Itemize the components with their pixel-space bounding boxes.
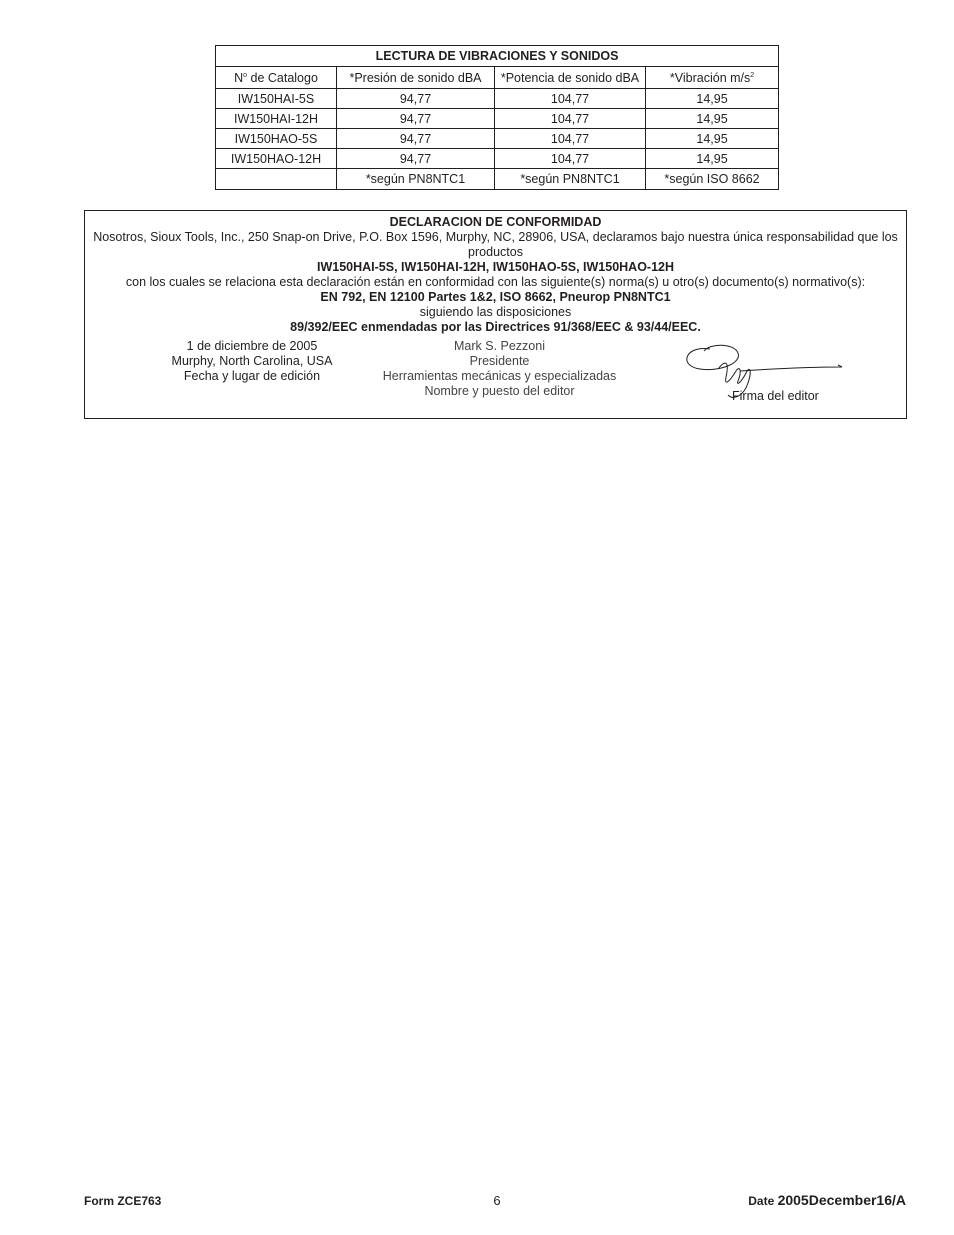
cell-vibration: 14,95 bbox=[646, 109, 779, 129]
table-row bbox=[216, 89, 779, 109]
signer-name: Mark S. Pezzoni bbox=[453, 339, 545, 353]
cell-model: IW150HAI-5S bbox=[216, 89, 337, 109]
footer-power-standard: *según PN8NTC1 bbox=[495, 169, 646, 190]
table-row bbox=[216, 129, 779, 149]
cell-power: 104,77 bbox=[495, 149, 646, 169]
cell-vibration: 14,95 bbox=[646, 129, 779, 149]
table-footer-row bbox=[216, 169, 779, 190]
footer-empty bbox=[216, 169, 337, 190]
cell-pressure: 94,77 bbox=[337, 109, 495, 129]
issue-place: Murphy, North Carolina, USA bbox=[171, 354, 333, 368]
declaration-text-2: productos bbox=[468, 245, 523, 259]
cell-power: 104,77 bbox=[495, 129, 646, 149]
cell-pressure: 94,77 bbox=[337, 129, 495, 149]
declaration-directives: 89/392/EEC enmendadas por las Directrices 91/368/EEC & 93/44/EEC. bbox=[290, 320, 701, 334]
cell-model: IW150HAI-12H bbox=[216, 109, 337, 129]
cell-vibration: 14,95 bbox=[646, 89, 779, 109]
signer-department: Herramientas mecánicas y especializadas bbox=[382, 369, 617, 383]
signature-label: Firma del editor bbox=[732, 389, 819, 403]
cell-model: IW150HAO-5S bbox=[216, 129, 337, 149]
signer-block bbox=[367, 339, 632, 399]
cell-model: IW150HAO-12H bbox=[216, 149, 337, 169]
table-header-row bbox=[216, 67, 779, 89]
header-vibration: *Vibración $m/s^2$ bbox=[646, 67, 779, 89]
declaration-standards: EN 792, EN 12100 Partes 1&2, ISO 8662, Pneurop PN8NTC1 bbox=[320, 290, 671, 304]
footer-pressure-standard: *según PN8NTC1 bbox=[337, 169, 495, 190]
declaration-products: IW150HAI-5S, IW150HAI-12H, IW150HAO-5S, IW150HAO-12H bbox=[316, 260, 675, 274]
table-title: LECTURA DE VIBRACIONES Y SONIDOS bbox=[216, 46, 779, 67]
cell-power: 104,77 bbox=[495, 89, 646, 109]
form-number: Form ZCE763 bbox=[84, 1194, 162, 1208]
table-row bbox=[216, 109, 779, 129]
declaration-text-4: siguiendo las disposiciones bbox=[419, 305, 572, 319]
cell-pressure: 94,77 bbox=[337, 149, 495, 169]
cell-power: 104,77 bbox=[495, 109, 646, 129]
cell-vibration: 14,95 bbox=[646, 149, 779, 169]
declaration-title: DECLARACION DE CONFORMIDAD bbox=[389, 215, 602, 229]
issue-date: 1 de diciembre de 2005 bbox=[186, 339, 318, 353]
declaration-text-3: con los cuales se relaciona esta declaración están en conformidad con las siguiente(s) norma(s) u otro(s) documento(s) normativo(s): bbox=[125, 275, 866, 289]
signer-label: Nombre y puesto del editor bbox=[424, 384, 575, 398]
header-sound-power: *Potencia de sonido dBA bbox=[495, 67, 646, 89]
date-place-label: Fecha y lugar de edición bbox=[183, 369, 321, 383]
date-place-block bbox=[147, 339, 357, 384]
declaration-text-1: Nosotros, Sioux Tools, Inc., 250 Snap-on Drive, P.O. Box 1596, Murphy, NC, 28906, USA, declaramos bajo nuestra única responsabilidad que los bbox=[93, 230, 898, 244]
header-sound-pressure: *Presión de sonido dBA bbox=[337, 67, 495, 89]
signer-title: Presidente bbox=[469, 354, 530, 368]
declaration-of-conformity bbox=[84, 210, 907, 419]
footer-vibration-standard: *según ISO 8662 bbox=[646, 169, 779, 190]
cell-pressure: 94,77 bbox=[337, 89, 495, 109]
signature-block bbox=[680, 341, 880, 411]
page-number: 6 bbox=[493, 1193, 501, 1208]
header-catalog: $N^o$ de Catalogo bbox=[216, 67, 337, 89]
document-date: Date 2005December16/A bbox=[748, 1192, 906, 1208]
table-row bbox=[216, 149, 779, 169]
vibration-sound-table bbox=[215, 45, 779, 190]
